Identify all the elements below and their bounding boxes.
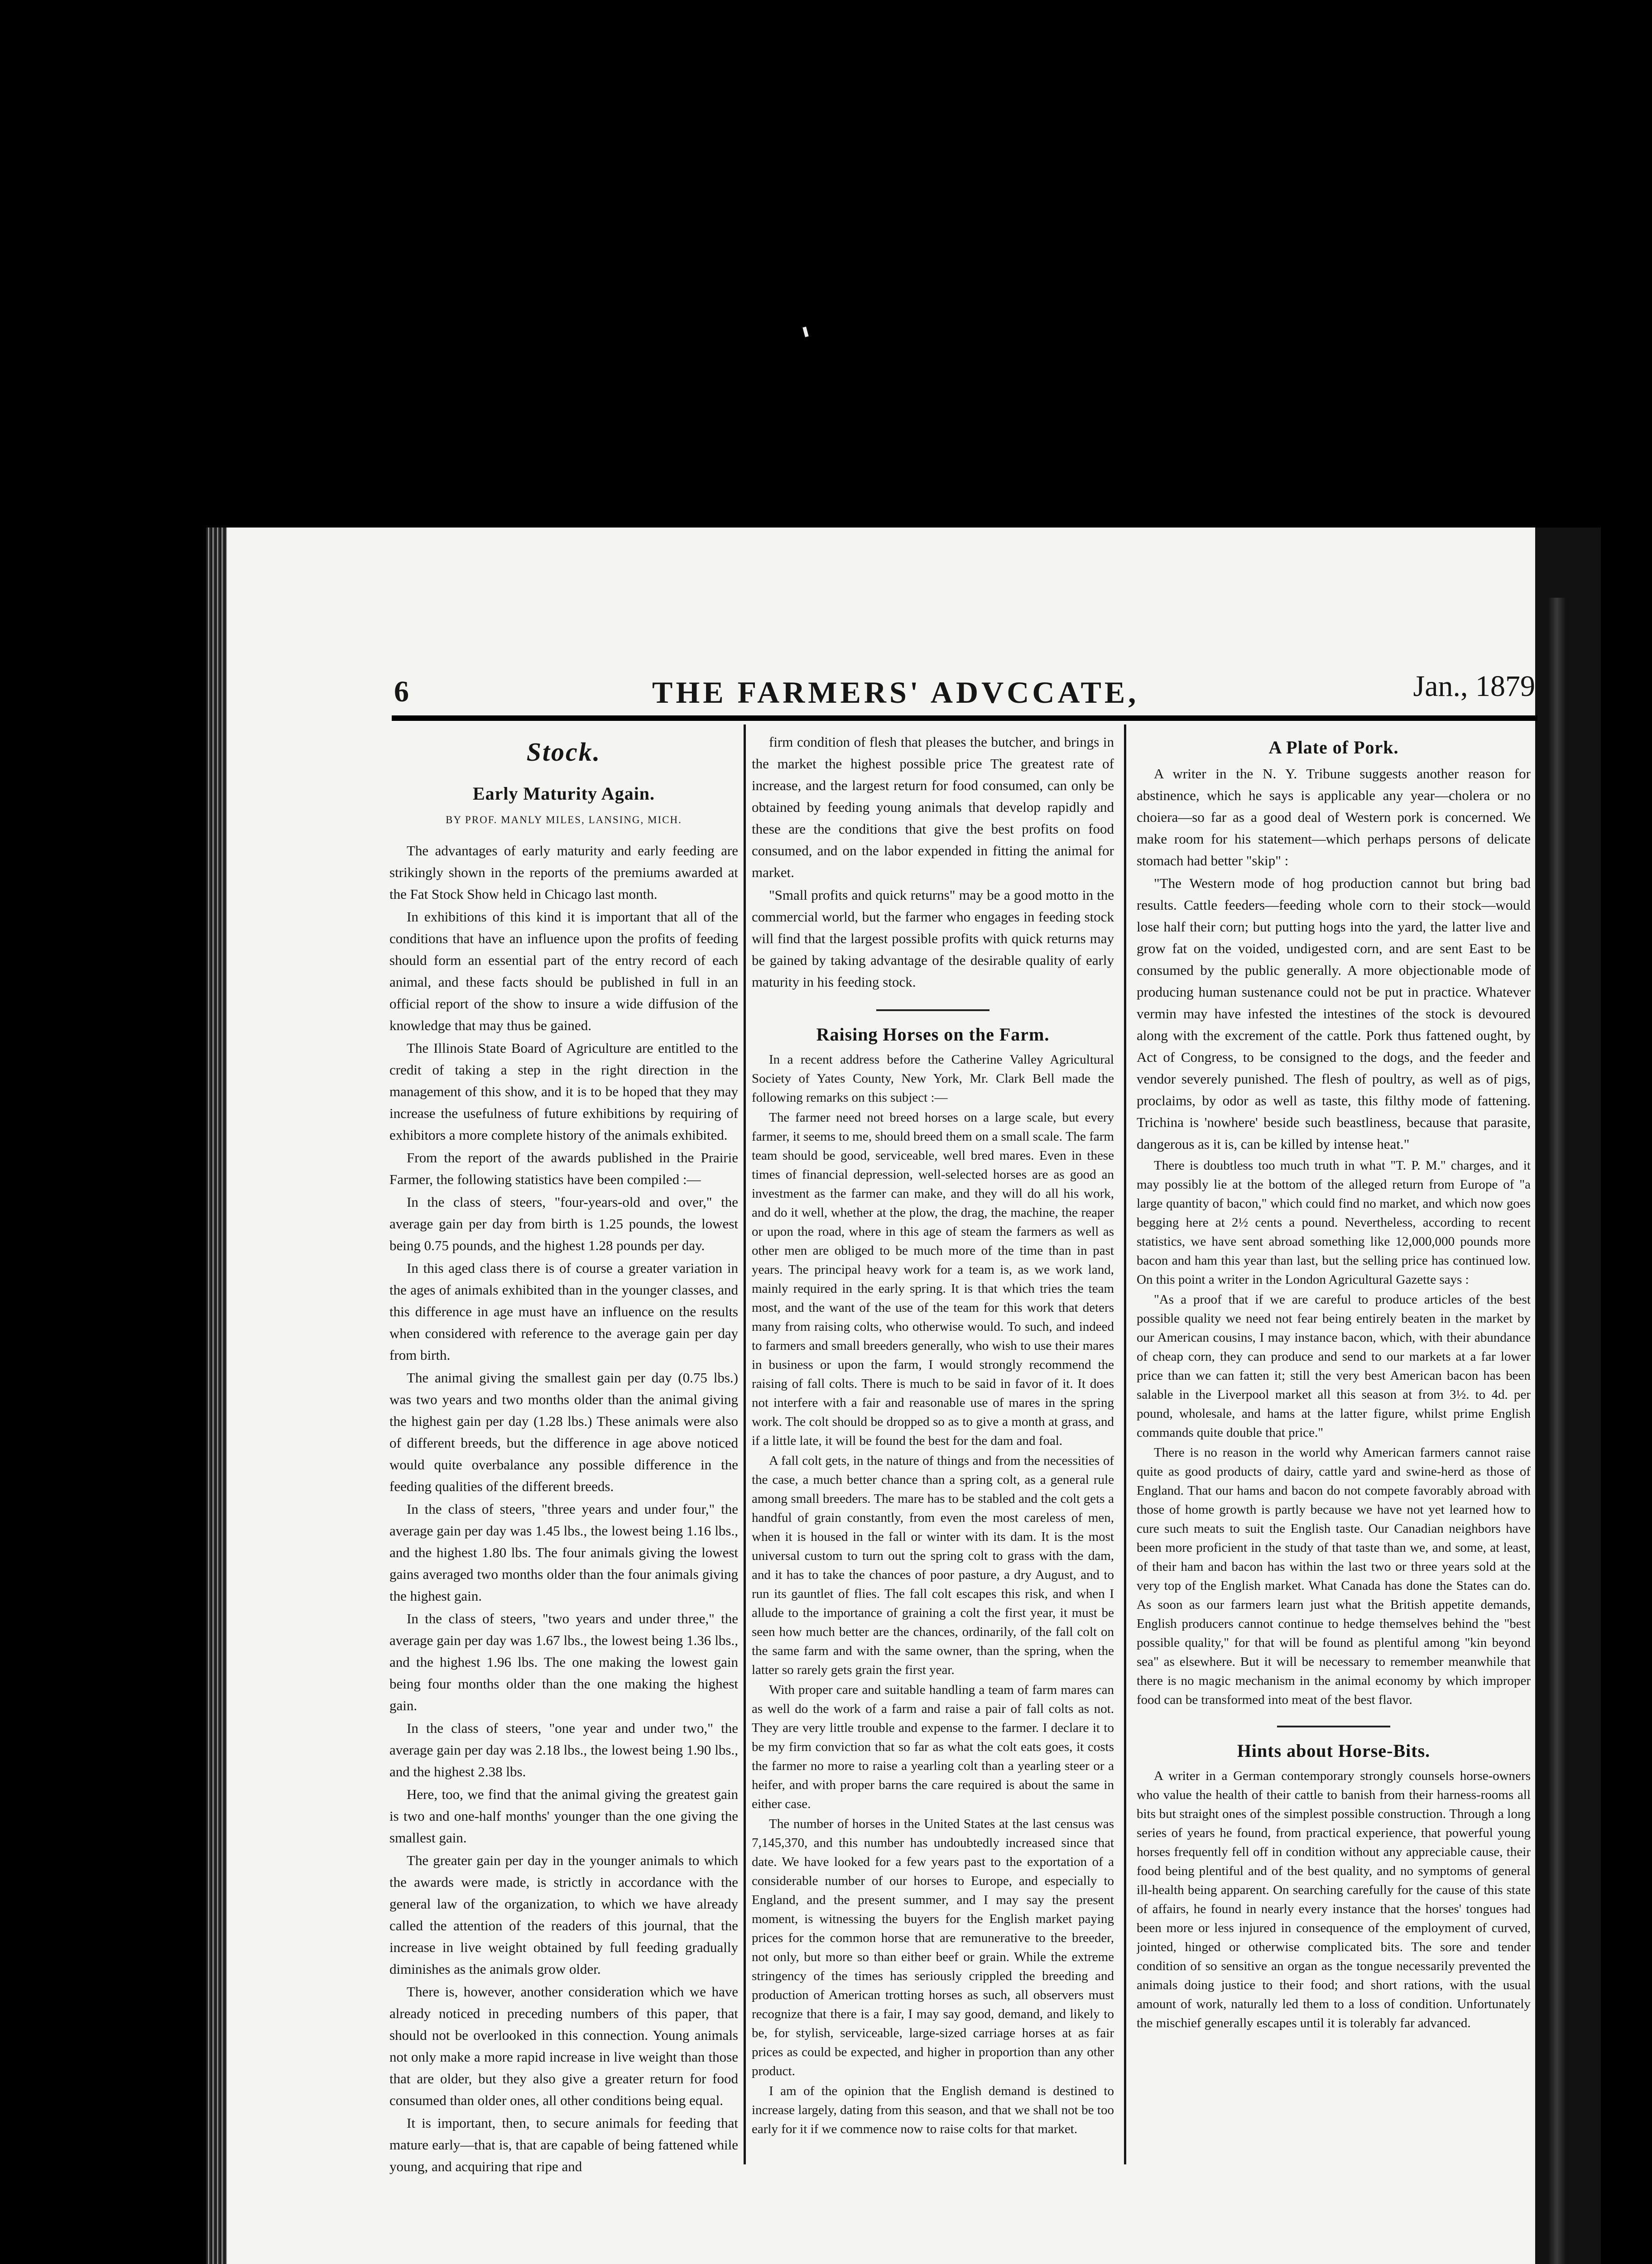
page-binding — [206, 528, 227, 2264]
column-one — [389, 731, 738, 2264]
article-paragraph: In the class of steers, "three years and under four," the average gain per day was 1.45 lbs., the lowest being 1.16 lbs., and the highest 1.80 lbs. The four animals giving the lowest gains averaged two months older than the four animals giving the highest gain. — [389, 1501, 738, 1604]
article-paragraph: I am of the opinion that the English demand is destined to increase largely, dating from this season, and that we shall not be too early for it if we commence now to raise colts for that market. — [752, 2084, 1114, 2136]
continued-paragraph: firm condition of flesh that pleases the butcher, and brings in the market the highest possible price The greatest rate of increase, and the largest return for food consumed, can only be obtained by feeding young animals that develop rapidly and these are the conditions that give the best profits on food consumed, and on the labor expended in fitting the animal for market. — [752, 734, 1114, 880]
article-paragraph: In the class of steers, "four-years-old and over," the average gain per day from birth is 1.25 pounds, the lowest being 0.75 pounds, and the highest 1.28 pounds per day. — [389, 1194, 738, 1253]
article-separator — [876, 1009, 989, 1011]
article-paragraph: "The Western mode of hog production cannot but bring bad results. Cattle feeders—feeding whole corn to their stock—would lose half their corn; but putting hogs into the yard, the latter live and grow fat on the voided, undigested corn, and are sent East to be consumed by the public generally. A more objectionable mode of producing human sustenance could not be put in practice. Whatever vermin may have infested the intestines of the stock is devoured along with the excrement of the cattle. Pork thus fattened ought, by Act of Congress, to be consigned to the dogs, and the feeder and vendor severely punished. The flesh of poultry, as well as of pigs, proclaims, by odor as well as taste, this filthy mode of fattening. Trichina is 'nowhere' beside such beastliness, because that parasite, dangerous as it is, can be killed by intense heat." — [1137, 875, 1531, 1152]
article-paragraph: In this aged class there is of course a greater variation in the ages of animals exhibited than in the younger classes, and this difference in age must have an influence on the results when considered with reference to the average gain per day from birth. — [389, 1260, 738, 1363]
article-separator — [1277, 1726, 1390, 1727]
page-number: 6 — [394, 675, 409, 708]
article-paragraph: The farmer need not breed horses on a large scale, but every farmer, it seems to me, should breed them on a small scale. The farm team should be good, serviceable, well bred mares. Even in these times of financial depression, well-selected horses are as good an investment as the farmer can make, and they will do all his work, and do it well, whether at the plow, the drag, the machine, the reaper or upon the road, where in this age of steam the farmers as well as other men are obliged to be much more of the time than in past years. The principal heavy work for a team is, as we work land, mainly required in the early spring. It is that which tries the team most, and the want of the use of the team for this work that deters many from raising colts, who otherwise would. To such, and indeed to farmers and small breeders generally, who wish to use their mares in business or upon the farm, I would strongly recommend the raising of fall colts. There is much to be said in favor of it. It does not interfere with a fair and reasonable use of mares in the spring work. The colt should be dropped so as to give a month at grass, and if a little late, it will be found the best for the dam and foal. — [752, 1110, 1114, 1448]
article-paragraph: In a recent address before the Catherine Valley Agricultural Society of Yates County, New York, Mr. Clark Bell made the following remarks on this subject :— — [752, 1052, 1114, 1105]
department-heading: Stock. — [526, 737, 601, 767]
article-paragraph: In exhibitions of this kind it is important that all of the conditions that have an influence upon the profits of feeding should form an essential part of the entry record of each animal, and these facts should be published in full in an official report of the show to insure a wide diffusion of the knowledge that may thus be gained. — [389, 909, 738, 1033]
article-paragraph: The advantages of early maturity and early feeding are strikingly shown in the reports of the premiums awarded at the Fat Stock Show held in Chicago last month. — [389, 843, 738, 902]
column-two — [752, 731, 1114, 2264]
article-byline: BY PROF. MANLY MILES, LANSING, MICH. — [446, 814, 682, 825]
article-paragraph: The number of horses in the United States at the last census was 7,145,370, and this number has undoubtedly increased since that date. We have looked for a few years past to the exportation of a considerable number of our horses to Europe, and especially to England, and the present summer, and I may say the present moment, is witnessing the buyers for the English market paying prices for the common horse that are remunerative to the breeder, not only, but more so than either beef or grain. While the extreme stringency of the times has seriously crippled the breeding and production of American trotting horses as such, all observers must recognize that there is a fair, I may say good, demand, and likely to be, for stylish, serviceable, large-sized carriage horses at as fair prices as could be expected, and higher in proportion than any other product. — [752, 1817, 1114, 2078]
article-paragraph: The Illinois State Board of Agriculture are entitled to the credit of taking a step in the right direction in the management of this show, and it is to be hoped that they may increase the usefulness of future exhibitions by requiring of exhibitors a more complete history of the animals exhibited. — [389, 1040, 738, 1143]
article-paragraph: From the report of the awards published in the Prairie Farmer, the following statistics have been compiled :— — [389, 1150, 738, 1187]
article-title-raising-horses: Raising Horses on the Farm. — [816, 1024, 1050, 1045]
article-paragraph: The greater gain per day in the younger animals to which the awards were made, is strictly in accordance with the general law of the organization, to which we have already called the attention of the readers of this journal, that the increase in live weight obtained by full feeding gradually diminishes as the animals grow older. — [389, 1852, 738, 1977]
article-title-horse-bits: Hints about Horse-Bits. — [1237, 1741, 1431, 1761]
issue-date: Jan., 1879 — [1413, 670, 1535, 703]
article-paragraph: In the class of steers, "two years and under three," the average gain per day was 1.67 lbs., the lowest being 1.36 lbs., and the highest 1.96 lbs. The one making the lowest gain being four months older than the one making the highest gain. — [389, 1611, 738, 1713]
article-title-early-maturity: Early Maturity Again. — [472, 783, 655, 804]
masthead-rule — [392, 715, 1537, 721]
column-divider-left — [744, 724, 746, 2164]
article-paragraph: A fall colt gets, in the nature of things and from the necessities of the case, a much better chance than a spring colt, as a general rule among small breeders. The mare has to be stabled and the colt gets a handful of grain constantly, from even the most careless of men, when it is housed in the fall or winter with its dam. It is the most universal custom to turn out the spring colt to grass with the dam, and it has to take the chances of poor pasture, a dry August, and to run its gauntlet of flies. The fall colt escapes this risk, and when I allude to the importance of graining a colt the first year, it must be seen how much better are the chances, ordinarily, of the fall colt on the same farm and with the same owner, than the spring, when the latter so rarely gets grain the first year. — [752, 1453, 1114, 1677]
continued-paragraph: "Small profits and quick returns" may be a good motto in the commercial world, but the farmer who engages in feeding stock will find that the largest possible profits with quick returns may be gained by taking advantage of the desirable quality of early maturity in his feeding stock. — [752, 887, 1114, 990]
page-masthead — [394, 670, 1535, 711]
article-paragraph: There is no reason in the world why American farmers cannot raise quite as good products of dairy, cattle yard and swine-herd as those of England. That our hams and bacon do not compete favorably abroad with those of home growth is partly because we have not yet learned how to cure such meats to suit the English taste. Our Canadian neighbors have been more proficient in the study of that taste than we, and some, at least, of their ham and bacon has within the last two or three years sold at the very top of the English market. What Canada has done the States can do. As soon as our farmers learn just what the British appetite demands, English producers cannot continue to hedge themselves behind the "best possible quality," for that will be found as plentiful among "kin beyond sea" as elsewhere. But it will be necessary to remember meanwhile that there is no magic mechanism in the animal economy by which improper food can be transformed into meat of the best flavor. — [1137, 1445, 1531, 1707]
article-paragraph: "As a proof that if we are careful to produce articles of the best possible quality we need not fear being entirely beaten in the market by our American cousins, I may instance bacon, which, with their abundance of cheap corn, they can produce and send to our markets at a far lower price than we can fatten it; still the very best American bacon has been salable in the Liverpool market all this season at from 3½. to 4d. per pound, wholesale, and hams at the latter figure, whilst prime English commands quite double that price." — [1137, 1292, 1531, 1440]
article-paragraph: With proper care and suitable handling a team of farm mares can as well do the work of a farm and raise a pair of fall colts as not. They are very little trouble and expense to the farmer. I declare it to be my firm conviction that so far as what the colt eats goes, it costs the farmer no more to raise a yearling colt than a yearling steer or a heifer, and with proper barns the care required is about the same in either case. — [752, 1683, 1114, 1811]
article-paragraph: Here, too, we find that the animal giving the greatest gain is two and one-half months' younger than the one giving the smallest gain. — [389, 1786, 738, 1846]
article-paragraph: There is doubtless too much truth in what "T. P. M." charges, and it may possibly lie at the bottom of the alleged return from Europe of "a large quantity of bacon," which could find no market, and which now goes begging here at 2½ cents a pound. Nevertheless, according to recent statistics, we have sent abroad something like 12,000,000 pounds more bacon and ham this year than last, but the selling price has continued low. On this point a writer in the London Agricultural Gazette says : — [1137, 1158, 1531, 1287]
article-title-plate-of-pork: A Plate of Pork. — [1268, 737, 1399, 758]
article-paragraph: In the class of steers, "one year and under two," the average gain per day was 2.18 lbs., the lowest being 1.90 lbs., and the highest 2.38 lbs. — [389, 1720, 738, 1780]
page-shadow — [1535, 528, 1601, 2264]
article-paragraph: The animal giving the smallest gain per day (0.75 lbs.) was two years and two months older than the animal giving the highest gain per day (1.28 lbs.) These animals were also of different breeds, but the difference in age above noticed would quite overbalance any possible difference in the feeding qualities of the different breeds. — [389, 1370, 738, 1494]
page-edge-stain — [1548, 598, 1566, 2264]
newspaper-title: THE FARMERS' ADVCCATE, — [652, 675, 1139, 710]
article-paragraph: It is important, then, to secure animals for feeding that mature early—that is, that are capable of being fattened while young, and acquiring that ripe and — [389, 2115, 738, 2174]
column-divider-right — [1124, 724, 1126, 2164]
article-paragraph: A writer in the N. Y. Tribune suggests another reason for abstinence, which he says is applicable any year—cholera or no choiera—so far as a good deal of Western pork is concerned. We make room for his statement—which perhaps persons of delicate stomach had better "skip" : — [1137, 766, 1531, 868]
article-paragraph: There is, however, another consideration which we have already noticed in preceding numbers of this paper, that should not be overlooked in this connection. Young animals not only make a more rapid increase in live weight than those that are older, but they also give a greater return for food consumed than older ones, all other conditions being equal. — [389, 1984, 738, 2108]
article-paragraph: A writer in a German contemporary strongly counsels horse-owners who value the health of their cattle to banish from their harness-rooms all bits but straight ones of the simplest possible construction. Through a long series of years he found, from practical experience, that powerful young horses frequently fell off in condition without any appreciable cause, their food being plentiful and of the best quality, and no symptoms of general ill-health being apparent. On searching carefully for the cause of this state of affairs, he found in nearly every instance that the horses' tongues had been more or less injured in consequence of the employment of curved, jointed, hinged or otherwise complicated bits. The sore and tender condition of so sensitive an organ as the tongue necessarily prevented the animals doing justice to their food; and short rations, with the usual amount of work, naturally led them to a loss of condition. Unfortunately the mischief generally escapes until it is tolerably far advanced. — [1137, 1769, 1531, 2030]
column-three — [1137, 731, 1531, 2264]
